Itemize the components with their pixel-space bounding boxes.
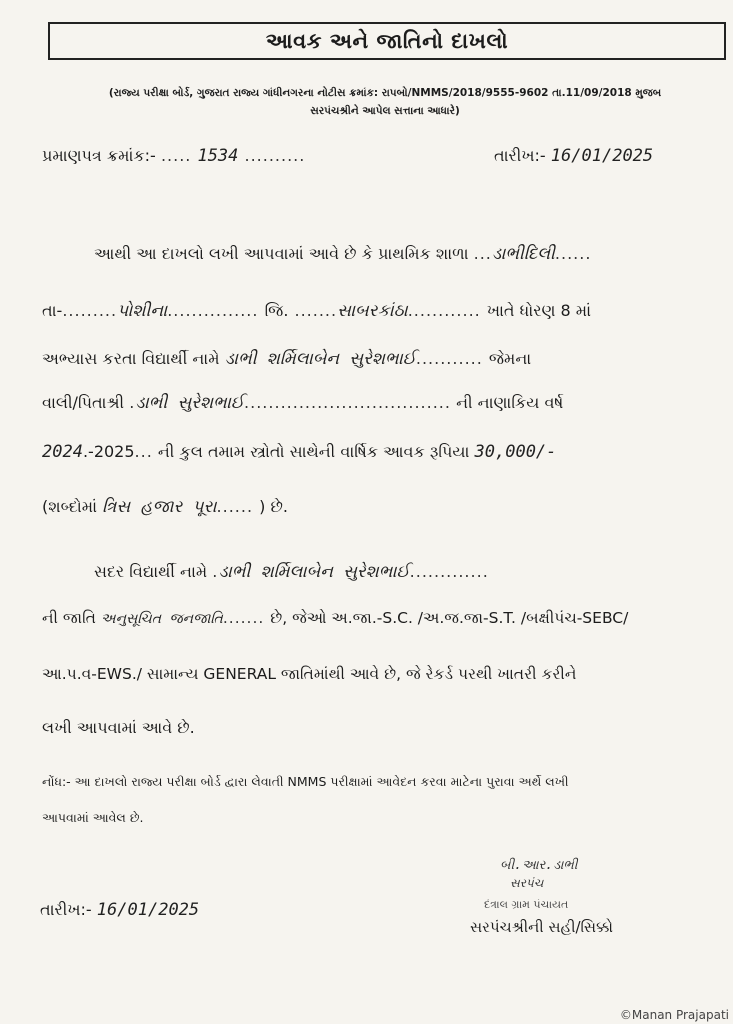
student-suffix: જેમના [488, 349, 532, 368]
school-name: ડાભીદિલી [491, 244, 555, 264]
footer-date-value: 16/01/2025 [96, 900, 200, 920]
taluka-value: પોશીના [117, 301, 168, 321]
student-label: અભ્યાસ કરતા વિદ્યાર્થી નામે [42, 349, 220, 368]
note-line-2: આપવામાં આવેલ છે. [42, 810, 144, 825]
guardian-name: ડાભી સુરેશભાઈ [135, 393, 245, 413]
certificate-date-value: 16/01/2025 [550, 146, 654, 166]
student2-name: ડાભી શર્મિલાબેન સુરેશભાઈ [218, 562, 410, 582]
body-closing: લખી આપવામાં આવે છે. [42, 718, 195, 737]
body-line-8: ની જાતિ અનુસૂચિત જનજાતિ....... છે, જેઓ અ.જા.-S.C. /અ.જ.જા-S.T. /બક્ષીપંચ-SEBC/ [42, 609, 629, 627]
standard-text: ખાતે ધોરણ 8 માં [486, 301, 591, 320]
income-label: ની કુલ તમામ સ્ત્રોતો સાથેની વાર્ષિક આવક રૂપિયા [157, 442, 470, 461]
certificate-date-row [494, 146, 653, 166]
year-from: 2024 [42, 442, 83, 462]
body-line-2: તા-.........પોશીના............... જિ. .......સાબરકાંઠા............ ખાતે ધોરણ 8 માં [42, 301, 591, 321]
signature-label: સરપંચશ્રીની સહી/સિક્કો [470, 918, 614, 936]
taluka-label: તા- [42, 301, 63, 320]
authority-line-1: (રાજ્ય પરીક્ષા બોર્ડ, ગુજરાત રાજ્ય ગાંધીનગરના નોટીસ ક્રમાંક: રાપબો/NMMS/2018/9555-9602 તા.11/09/2018 મુજબ [108, 87, 662, 99]
authority-line-2: સરપંચશ્રીને આપેલ સત્તાના આધારે) [310, 105, 460, 117]
body-line-1-text: આથી આ દાખલો લખી આપવામાં આવે છે કે પ્રાથમિક શાળા [94, 244, 469, 263]
year-to: 2025 [93, 442, 135, 461]
note-line-1: નોંધ:- આ દાખલો રાજ્ય પરીક્ષા બોર્ડ દ્વારા લેવાતી NMMS પરીક્ષામાં આવેદન કરવા માટેના પુરાવા અર્થે લખી [42, 774, 569, 789]
footer-date-label: તારીખ:- [40, 900, 92, 919]
body-line-6: (શબ્દોમાં ત્રિસ હજાર પૂરા...... ) છે. [42, 497, 288, 517]
words-label: (શબ્દોમાં [42, 497, 97, 516]
body-line-3: અભ્યાસ કરતા વિદ્યાર્થી નામે ડાભી શર્મિલાબેન સુરેશભાઈ........... જેમના [42, 349, 532, 369]
body-line-7: સદર વિદ્યાર્થી નામે .ડાભી શર્મિલાબેન સુરેશભાઈ............. [94, 562, 489, 582]
certificate-number-row: પ્રમાણપત્ર ક્રમાંક:- ..... 1534 .......... [42, 146, 306, 166]
authority-notice [40, 84, 730, 120]
certificate-date-label: તારીખ:- [494, 146, 546, 165]
body-line-4: વાલી/પિતાશ્રી .ડાભી સુરેશભાઈ.................................. ની નાણાકિય વર્ષ [42, 393, 564, 413]
caste-categories: છે, જેઓ અ.જા.-S.C. /અ.જ.જા-S.T. /બક્ષીપંચ-SEBC/ [270, 609, 629, 627]
student-name: ડાભી શર્મિલાબેન સુરેશભાઈ [224, 349, 416, 369]
panchayat-name: દંત્રાલ ગ્રામ પંચાયત [484, 898, 569, 911]
body-line-1: આથી આ દાખલો લખી આપવામાં આવે છે કે પ્રાથમિક શાળા ...ડાભીદિલી...... [94, 244, 592, 264]
district-value: સાબરકાંઠા [337, 301, 408, 321]
caste-value: અનુસૂચિત જનજાતિ [100, 611, 223, 627]
words-suffix: ) છે. [259, 497, 288, 516]
certificate-number-label: પ્રમાણપત્ર ક્રમાંક:- [42, 146, 156, 165]
income-words: ત્રિસ હજાર પૂરા [102, 497, 217, 517]
watermark: ©Manan Prajapati [619, 1008, 729, 1022]
student2-label: સદર વિદ્યાર્થી નામે [94, 562, 208, 581]
stamp-role: સરપંચ [510, 876, 544, 890]
financial-year-label: ની નાણાકિય વર્ષ [456, 393, 564, 412]
body-line-5: 2024.-2025... ની કુલ તમામ સ્ત્રોતો સાથેની વાર્ષિક આવક રૂપિયા 30,000/- [42, 442, 557, 462]
page-title: આવક અને જાતિનો દાખલો [48, 22, 726, 60]
body-line-9: આ.પ.વ-EWS./ સામાન્ય GENERAL જાતિમાંથી આવે છે, જે રેકર્ડ પરથી ખાતરી કરીને [42, 665, 577, 683]
guardian-label: વાલી/પિતાશ્રી [42, 393, 125, 412]
caste-label: ની જાતિ [42, 609, 96, 627]
income-amount: 30,000/- [474, 442, 557, 462]
stamp-name: બી.આર.ડાભી [500, 858, 578, 873]
certificate-number-value: 1534 [197, 146, 239, 166]
footer-date-row [40, 900, 199, 920]
district-label: જિ. [264, 301, 289, 320]
